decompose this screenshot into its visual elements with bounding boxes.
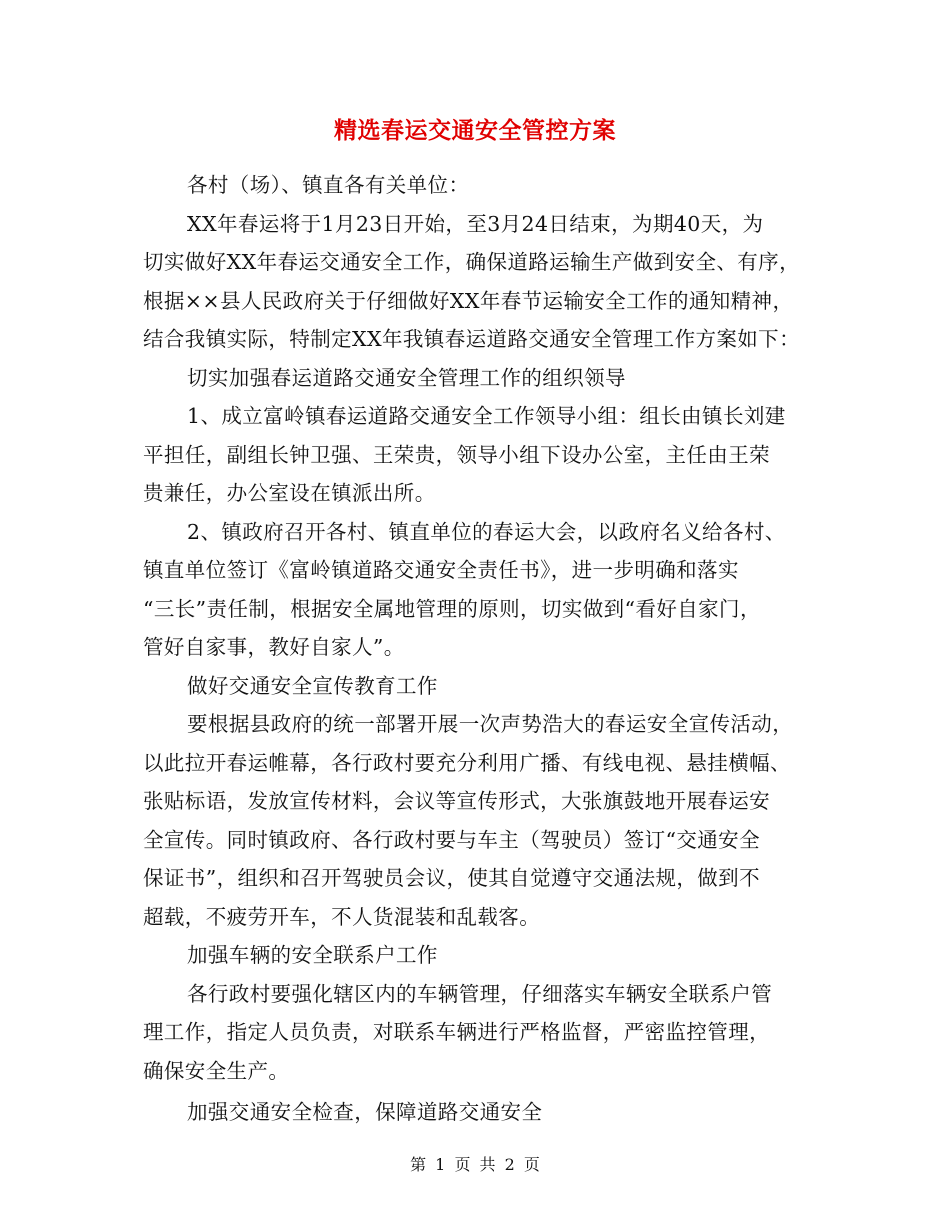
paragraph-line: 理工作，指定人员负责，对联系车辆进行严格监督，严密监控管理， — [143, 1020, 770, 1044]
paragraph-line: 确保安全生产。 — [143, 1058, 290, 1083]
paragraph-line: 结合我镇实际，特制定XX年我镇春运道路交通安全管理工作方案如下： — [143, 327, 800, 351]
section-heading: 做好交通安全宣传教育工作 — [187, 673, 438, 698]
paragraph-line: 超载，不疲劳开车，不人货混装和乱载客。 — [143, 904, 541, 929]
paragraph-line: 管好自家事，教好自家人”。 — [143, 635, 405, 659]
paragraph-line: 全宣传。同时镇政府、各行政村要与车主（驾驶员）签订“交通安全 — [143, 827, 760, 852]
paragraph-line: 要根据县政府的统一部署开展一次声势浩大的春运安全宣传活动， — [187, 712, 794, 736]
document-title: 精选春运交通安全管控方案 — [334, 117, 616, 144]
paragraph-line: XX年春运将于1月23日开始，至3月24日结束，为期40天，为 — [187, 211, 764, 236]
paragraph-line: 根据××县人民政府关于仔细做好XX年春节运输安全工作的通知精神， — [143, 288, 794, 313]
page-footer: 第 1 页 共 2 页 — [410, 1155, 540, 1174]
salutation-line: 各村（场）、镇直各有关单位： — [187, 173, 470, 197]
paragraph-line: 各行政村要强化辖区内的车辆管理，仔细落实车辆安全联系户管 — [187, 981, 773, 1006]
paragraph-line: 平担任，副组长钟卫强、王荣贵，领导小组下设办公室，主任由王荣 — [143, 442, 770, 467]
paragraph-line: 以此拉开春运帷幕，各行政村要充分利用广播、有线电视、悬挂横幅、 — [143, 750, 791, 775]
document-body — [143, 166, 813, 1132]
paragraph-line: “三长”责任制，根据安全属地管理的原则，切实做到“看好自家门， — [143, 596, 761, 621]
section-heading: 加强车辆的安全联系户工作 — [187, 943, 438, 967]
section-heading: 加强交通安全检查，保障道路交通安全 — [187, 1100, 543, 1124]
paragraph-line: 切实做好XX年春运交通安全工作，确保道路运输生产做到安全、有序， — [143, 250, 800, 274]
paragraph-line: 1、成立富岭镇春运道路交通安全工作领导小组：组长由镇长刘建 — [187, 404, 786, 428]
paragraph-line: 镇直单位签订《富岭镇道路交通安全责任书》，进一步明确和落实 — [143, 558, 739, 582]
paragraph-line: 贵兼任，办公室设在镇派出所。 — [143, 481, 436, 505]
paragraph-line: 保证书”，组织和召开驾驶员会议，使其自觉遵守交通法规，做到不 — [143, 866, 760, 890]
section-heading: 切实加强春运道路交通安全管理工作的组织领导 — [187, 365, 626, 390]
paragraph-line: 2、镇政府召开各村、镇直单位的春运大会，以政府名义给各村、 — [187, 519, 786, 544]
paragraph-line: 张贴标语，发放宣传材料，会议等宣传形式，大张旗鼓地开展春运安 — [143, 789, 770, 813]
